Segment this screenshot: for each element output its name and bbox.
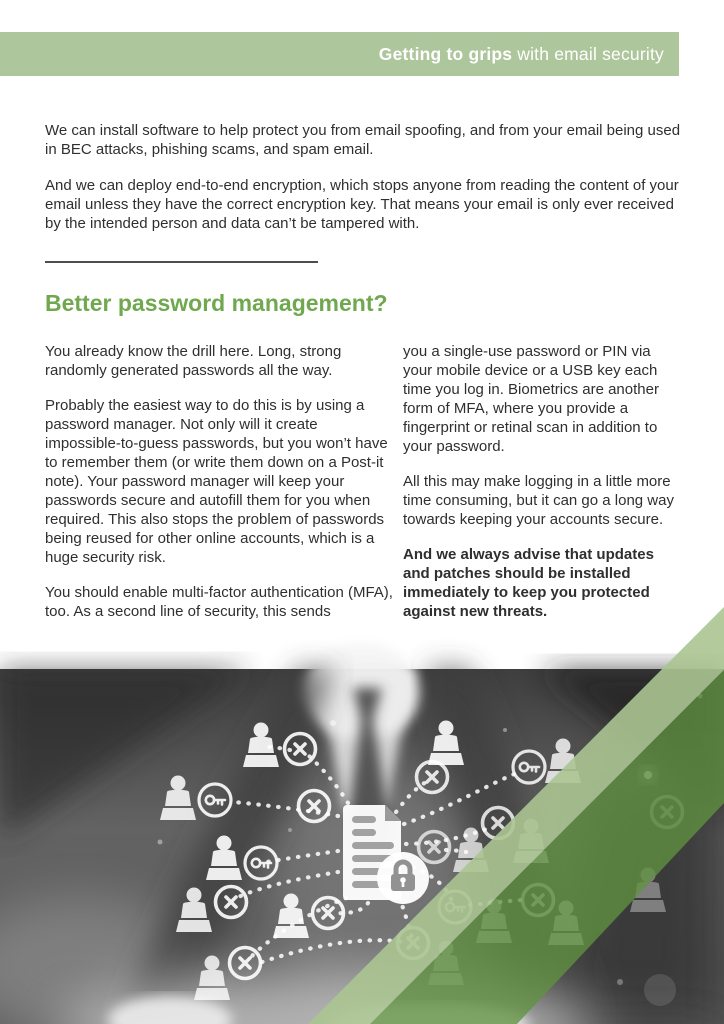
left-col-paragraph-1: You already know the drill here. Long, strong randomly generated passwords all the way. — [45, 343, 342, 379]
section-heading: Better password management? — [45, 290, 388, 316]
intro-paragraph-1: We can install software to help protect you from email spoofing, and from your email being used in BEC attacks, phishing scams, and spam email. — [45, 122, 681, 158]
left-col-paragraph-3: You should enable multi-factor authentication (MFA), too. As a second line of security, this sends — [45, 584, 393, 620]
hero-image — [0, 600, 724, 1024]
left-column — [45, 342, 393, 637]
right-column — [403, 342, 681, 637]
divider-line — [45, 261, 318, 263]
two-column-text — [45, 342, 681, 637]
right-col-paragraph-1: you a single-use password or PIN via your mobile device or a USB key each time you log in. Biometrics are another form of MFA, where you provide a fingerprint or retinal scan in addition to your password. — [403, 343, 659, 455]
security-network-illustration — [0, 600, 724, 1024]
padlock-icon — [377, 852, 429, 904]
header-title-bold: Getting to grips — [378, 43, 513, 64]
right-col-paragraph-2: All this may make logging in a little more time consuming, but it can go a long way towards keeping your accounts secure. — [403, 473, 674, 528]
header-bar — [0, 32, 679, 76]
left-col-paragraph-2: Probably the easiest way to do this is by using a password manager. Not only will it create impossible-to-guess passwords, but you won’t have to remember them (or write them down on a Post-it note). Your password manager will keep your passwords secure and autofill them for you when required. This also stops the problem of passwords being reused for other online accounts, which is a huge security risk. — [45, 397, 388, 566]
right-col-paragraph-bold: And we always advise that updates and patches should be installed immediately to keep you protected against new threats. — [403, 546, 654, 620]
header-title-rest: with email security — [517, 43, 664, 64]
intro-paragraph-2: And we can deploy end-to-end encryption, which stops anyone from reading the content of your email unless they have the correct encryption key. That means your email is only ever received by the intended person and data can’t be tampered with. — [45, 177, 679, 232]
main-content — [45, 121, 681, 637]
